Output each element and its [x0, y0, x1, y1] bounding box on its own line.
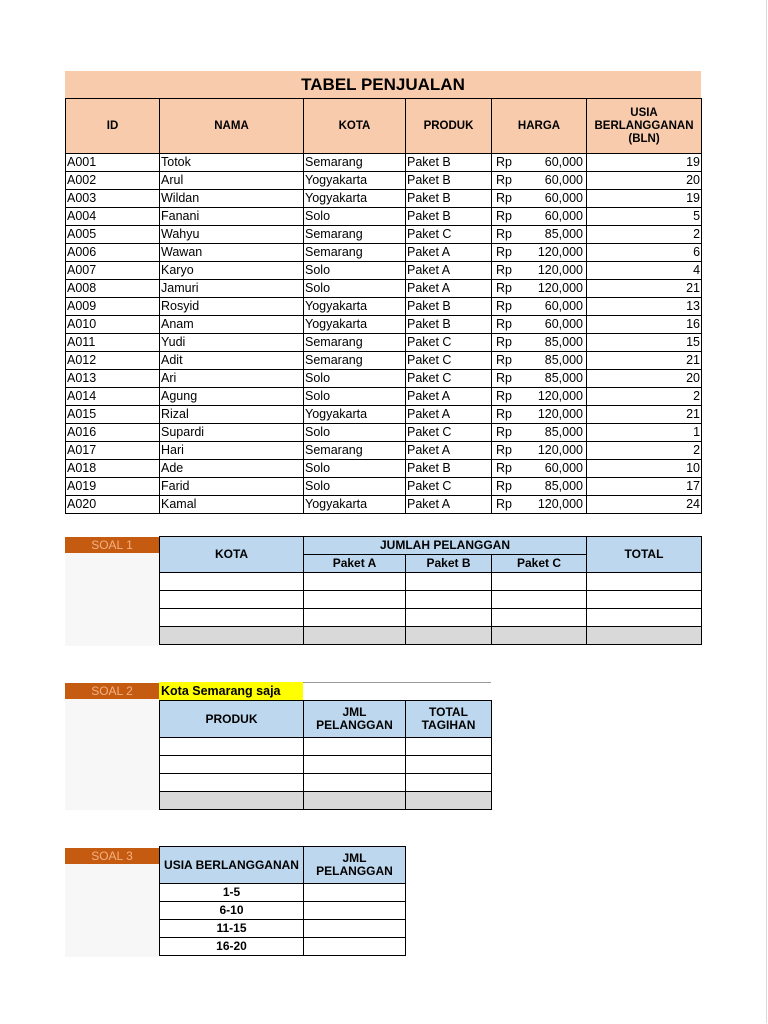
cell-harga[interactable]: 60,000: [518, 460, 587, 478]
header-harga: HARGA: [492, 99, 587, 154]
cell-nama[interactable]: Ade: [160, 460, 304, 478]
cell-nama[interactable]: Wahyu: [160, 226, 304, 244]
cell-id[interactable]: A010: [66, 316, 160, 334]
cell-produk[interactable]: Paket B: [406, 154, 492, 172]
soal2-cell[interactable]: [406, 738, 492, 756]
soal2-header-total: TOTAL TAGIHAN: [406, 701, 492, 738]
soal2-label: SOAL 2: [65, 683, 159, 699]
soal2-header-jml: JML PELANGGAN: [304, 701, 406, 738]
table-title: TABEL PENJUALAN: [65, 71, 701, 98]
table-row: [66, 460, 702, 478]
cell-kota[interactable]: Solo: [304, 460, 406, 478]
cell-id[interactable]: A008: [66, 280, 160, 298]
cell-id[interactable]: A009: [66, 298, 160, 316]
cell-usia[interactable]: 19: [587, 154, 702, 172]
cell-produk[interactable]: Paket C: [406, 226, 492, 244]
cell-kota[interactable]: Solo: [304, 370, 406, 388]
soal1-cell[interactable]: [492, 573, 587, 591]
cell-id[interactable]: A011: [66, 334, 160, 352]
table-row: [66, 172, 702, 190]
table-row: [66, 226, 702, 244]
cell-id[interactable]: A002: [66, 172, 160, 190]
cell-kota[interactable]: Yogyakarta: [304, 406, 406, 424]
cell-nama[interactable]: Anam: [160, 316, 304, 334]
soal2-shade: [65, 698, 159, 810]
cell-harga[interactable]: 85,000: [518, 334, 587, 352]
table-row: [66, 190, 702, 208]
cell-usia[interactable]: 21: [587, 352, 702, 370]
cell-kota[interactable]: Semarang: [304, 442, 406, 460]
cell-produk[interactable]: Paket B: [406, 190, 492, 208]
cell-nama[interactable]: Arul: [160, 172, 304, 190]
cell-kota[interactable]: Yogyakarta: [304, 190, 406, 208]
cell-rp[interactable]: Rp: [492, 424, 518, 442]
table-row: [66, 208, 702, 226]
cell-id[interactable]: A018: [66, 460, 160, 478]
soal1-cell[interactable]: [492, 609, 587, 627]
soal1-header-paket-b: Paket B: [406, 555, 492, 573]
table-row: [66, 406, 702, 424]
header-usia: USIA BERLANGGANAN (BLN): [587, 99, 702, 154]
soal1-header-total: TOTAL: [587, 537, 702, 573]
cell-harga[interactable]: 60,000: [518, 298, 587, 316]
soal1-cell[interactable]: [587, 573, 702, 591]
cell-id[interactable]: A007: [66, 262, 160, 280]
cell-rp[interactable]: Rp: [492, 442, 518, 460]
cell-usia[interactable]: 2: [587, 388, 702, 406]
cell-kota[interactable]: Solo: [304, 262, 406, 280]
soal2-total-cell[interactable]: [160, 792, 304, 810]
table-row: [66, 478, 702, 496]
cell-usia[interactable]: 10: [587, 460, 702, 478]
soal2-note: Kota Semarang saja: [159, 682, 303, 700]
cell-nama[interactable]: Rizal: [160, 406, 304, 424]
cell-usia[interactable]: 21: [587, 280, 702, 298]
cell-harga[interactable]: 120,000: [518, 388, 587, 406]
soal3-cell[interactable]: [304, 920, 406, 938]
header-produk: PRODUK: [406, 99, 492, 154]
cell-nama[interactable]: Adit: [160, 352, 304, 370]
table-row: [66, 370, 702, 388]
cell-kota[interactable]: Semarang: [304, 352, 406, 370]
soal3-table: [159, 846, 406, 956]
soal2-cell[interactable]: [160, 756, 304, 774]
sales-table-body: [66, 154, 702, 514]
cell-kota[interactable]: Semarang: [304, 334, 406, 352]
table-row: [66, 154, 702, 172]
soal2-cell[interactable]: [406, 756, 492, 774]
cell-produk[interactable]: Paket B: [406, 460, 492, 478]
table-row: [66, 496, 702, 514]
soal2-table: [159, 700, 492, 810]
cell-usia[interactable]: 15: [587, 334, 702, 352]
soal1-cell[interactable]: [304, 573, 406, 591]
cell-kota[interactable]: Solo: [304, 208, 406, 226]
sales-table: [65, 98, 702, 514]
soal2-cell[interactable]: [304, 738, 406, 756]
cell-usia[interactable]: 24: [587, 496, 702, 514]
cell-rp[interactable]: Rp: [492, 190, 518, 208]
soal3-cell[interactable]: [304, 884, 406, 902]
cell-usia[interactable]: 13: [587, 298, 702, 316]
cell-rp[interactable]: Rp: [492, 244, 518, 262]
table-row: [66, 280, 702, 298]
cell-id[interactable]: A017: [66, 442, 160, 460]
cell-usia[interactable]: 6: [587, 244, 702, 262]
cell-nama[interactable]: Jamuri: [160, 280, 304, 298]
cell-nama[interactable]: Karyo: [160, 262, 304, 280]
cell-kota[interactable]: Solo: [304, 280, 406, 298]
cell-produk[interactable]: Paket C: [406, 478, 492, 496]
cell-usia[interactable]: 4: [587, 262, 702, 280]
cell-usia[interactable]: 21: [587, 406, 702, 424]
soal3-range: 16-20: [160, 938, 304, 956]
soal1-header-paket-c: Paket C: [492, 555, 587, 573]
cell-harga[interactable]: 85,000: [518, 424, 587, 442]
table-row: [66, 442, 702, 460]
soal3-shade: [65, 864, 159, 957]
soal1-shade: [65, 553, 159, 646]
cell-produk[interactable]: Paket A: [406, 442, 492, 460]
cell-id[interactable]: A005: [66, 226, 160, 244]
soal2-cell[interactable]: [304, 774, 406, 792]
cell-rp[interactable]: Rp: [492, 388, 518, 406]
cell-rp[interactable]: Rp: [492, 352, 518, 370]
soal1-total-cell[interactable]: [406, 627, 492, 645]
soal1-header-jumlah: JUMLAH PELANGGAN: [304, 537, 587, 555]
cell-rp[interactable]: Rp: [492, 280, 518, 298]
soal1-total-cell[interactable]: [587, 627, 702, 645]
cell-usia[interactable]: 16: [587, 316, 702, 334]
cell-harga[interactable]: 60,000: [518, 172, 587, 190]
table-row: [66, 388, 702, 406]
soal1-cell[interactable]: [492, 591, 587, 609]
cell-nama[interactable]: Wawan: [160, 244, 304, 262]
table-row: [66, 424, 702, 442]
header-nama: NAMA: [160, 99, 304, 154]
cell-usia[interactable]: 5: [587, 208, 702, 226]
cell-id[interactable]: A014: [66, 388, 160, 406]
cell-harga[interactable]: 85,000: [518, 352, 587, 370]
soal1-cell[interactable]: [304, 591, 406, 609]
cell-produk[interactable]: Paket C: [406, 424, 492, 442]
cell-harga[interactable]: 120,000: [518, 244, 587, 262]
cell-nama[interactable]: Yudi: [160, 334, 304, 352]
soal1-cell[interactable]: [587, 609, 702, 627]
cell-harga[interactable]: 60,000: [518, 154, 587, 172]
soal2-cell[interactable]: [304, 756, 406, 774]
cell-produk[interactable]: Paket A: [406, 388, 492, 406]
cell-usia[interactable]: 1: [587, 424, 702, 442]
cell-kota[interactable]: Solo: [304, 424, 406, 442]
cell-nama[interactable]: Supardi: [160, 424, 304, 442]
table-row: [66, 298, 702, 316]
cell-id[interactable]: A004: [66, 208, 160, 226]
cell-rp[interactable]: Rp: [492, 406, 518, 424]
cell-harga[interactable]: 60,000: [518, 316, 587, 334]
cell-rp[interactable]: Rp: [492, 334, 518, 352]
soal2-cell[interactable]: [160, 738, 304, 756]
cell-produk[interactable]: Paket A: [406, 406, 492, 424]
soal1-cell[interactable]: [587, 591, 702, 609]
cell-usia[interactable]: 2: [587, 226, 702, 244]
cell-usia[interactable]: 20: [587, 370, 702, 388]
cell-rp[interactable]: Rp: [492, 262, 518, 280]
soal3-range: 1-5: [160, 884, 304, 902]
cell-usia[interactable]: 20: [587, 172, 702, 190]
cell-harga[interactable]: 85,000: [518, 226, 587, 244]
table-row: [66, 316, 702, 334]
cell-nama[interactable]: Wildan: [160, 190, 304, 208]
soal3-header-usia: USIA BERLANGGANAN: [160, 847, 304, 884]
cell-usia[interactable]: 19: [587, 190, 702, 208]
cell-kota[interactable]: Yogyakarta: [304, 172, 406, 190]
soal1-cell[interactable]: [160, 591, 304, 609]
cell-rp[interactable]: Rp: [492, 478, 518, 496]
table-row: [66, 244, 702, 262]
cell-produk[interactable]: Paket C: [406, 334, 492, 352]
cell-rp[interactable]: Rp: [492, 208, 518, 226]
soal1-total-cell[interactable]: [160, 627, 304, 645]
cell-produk[interactable]: Paket B: [406, 316, 492, 334]
soal3-range: 11-15: [160, 920, 304, 938]
soal1-cell[interactable]: [304, 609, 406, 627]
cell-harga[interactable]: 120,000: [518, 442, 587, 460]
soal1-total-cell[interactable]: [492, 627, 587, 645]
cell-id[interactable]: A006: [66, 244, 160, 262]
cell-harga[interactable]: 85,000: [518, 370, 587, 388]
cell-produk[interactable]: Paket C: [406, 370, 492, 388]
cell-produk[interactable]: Paket A: [406, 262, 492, 280]
soal1-label: SOAL 1: [65, 537, 159, 553]
cell-id[interactable]: A013: [66, 370, 160, 388]
soal1-cell[interactable]: [406, 591, 492, 609]
soal1-cell[interactable]: [406, 609, 492, 627]
cell-usia[interactable]: 17: [587, 478, 702, 496]
header-kota: KOTA: [304, 99, 406, 154]
cell-nama[interactable]: Hari: [160, 442, 304, 460]
cell-kota[interactable]: Solo: [304, 388, 406, 406]
cell-kota[interactable]: Semarang: [304, 154, 406, 172]
soal2-header-produk: PRODUK: [160, 701, 304, 738]
cell-produk[interactable]: Paket A: [406, 280, 492, 298]
cell-harga[interactable]: 85,000: [518, 478, 587, 496]
cell-produk[interactable]: Paket C: [406, 352, 492, 370]
cell-nama[interactable]: Rosyid: [160, 298, 304, 316]
cell-kota[interactable]: Solo: [304, 478, 406, 496]
cell-kota[interactable]: Semarang: [304, 226, 406, 244]
cell-rp[interactable]: Rp: [492, 226, 518, 244]
cell-kota[interactable]: Yogyakarta: [304, 298, 406, 316]
table-row: [66, 352, 702, 370]
cell-kota[interactable]: Yogyakarta: [304, 316, 406, 334]
soal3-label: SOAL 3: [65, 848, 159, 864]
header-id: ID: [66, 99, 160, 154]
cell-rp[interactable]: Rp: [492, 316, 518, 334]
cell-id[interactable]: A003: [66, 190, 160, 208]
cell-harga[interactable]: 120,000: [518, 496, 587, 514]
cell-id[interactable]: A016: [66, 424, 160, 442]
cell-nama[interactable]: Farid: [160, 478, 304, 496]
table-row: [66, 334, 702, 352]
soal3-header-jml: JML PELANGGAN: [304, 847, 406, 884]
cell-produk[interactable]: Paket A: [406, 496, 492, 514]
cell-rp[interactable]: Rp: [492, 298, 518, 316]
cell-produk[interactable]: Paket B: [406, 298, 492, 316]
soal3-cell[interactable]: [304, 938, 406, 956]
cell-harga[interactable]: 120,000: [518, 406, 587, 424]
cell-id[interactable]: A020: [66, 496, 160, 514]
cell-harga[interactable]: 120,000: [518, 262, 587, 280]
soal3-cell[interactable]: [304, 902, 406, 920]
cell-nama[interactable]: Totok: [160, 154, 304, 172]
cell-id[interactable]: A001: [66, 154, 160, 172]
soal1-cell[interactable]: [406, 573, 492, 591]
cell-nama[interactable]: Ari: [160, 370, 304, 388]
soal1-header-paket-a: Paket A: [304, 555, 406, 573]
cell-harga[interactable]: 60,000: [518, 190, 587, 208]
cell-id[interactable]: A019: [66, 478, 160, 496]
soal1-cell[interactable]: [160, 573, 304, 591]
cell-produk[interactable]: Paket B: [406, 208, 492, 226]
cell-id[interactable]: A012: [66, 352, 160, 370]
cell-kota[interactable]: Yogyakarta: [304, 496, 406, 514]
cell-produk[interactable]: Paket B: [406, 172, 492, 190]
cell-rp[interactable]: Rp: [492, 496, 518, 514]
table-row: [66, 262, 702, 280]
cell-nama[interactable]: Agung: [160, 388, 304, 406]
soal1-cell[interactable]: [160, 609, 304, 627]
cell-kota[interactable]: Semarang: [304, 244, 406, 262]
cell-usia[interactable]: 2: [587, 442, 702, 460]
cell-rp[interactable]: Rp: [492, 154, 518, 172]
cell-harga[interactable]: 120,000: [518, 280, 587, 298]
cell-nama[interactable]: Fanani: [160, 208, 304, 226]
cell-rp[interactable]: Rp: [492, 370, 518, 388]
soal2-total-cell[interactable]: [406, 792, 492, 810]
cell-harga[interactable]: 60,000: [518, 208, 587, 226]
soal2-total-cell[interactable]: [304, 792, 406, 810]
cell-produk[interactable]: Paket A: [406, 244, 492, 262]
soal1-table: [159, 536, 702, 645]
soal2-cell[interactable]: [406, 774, 492, 792]
soal1-header-kota: KOTA: [160, 537, 304, 573]
soal2-cell[interactable]: [160, 774, 304, 792]
soal1-total-cell[interactable]: [304, 627, 406, 645]
cell-rp[interactable]: Rp: [492, 172, 518, 190]
cell-id[interactable]: A015: [66, 406, 160, 424]
cell-rp[interactable]: Rp: [492, 460, 518, 478]
soal3-range: 6-10: [160, 902, 304, 920]
cell-nama[interactable]: Kamal: [160, 496, 304, 514]
